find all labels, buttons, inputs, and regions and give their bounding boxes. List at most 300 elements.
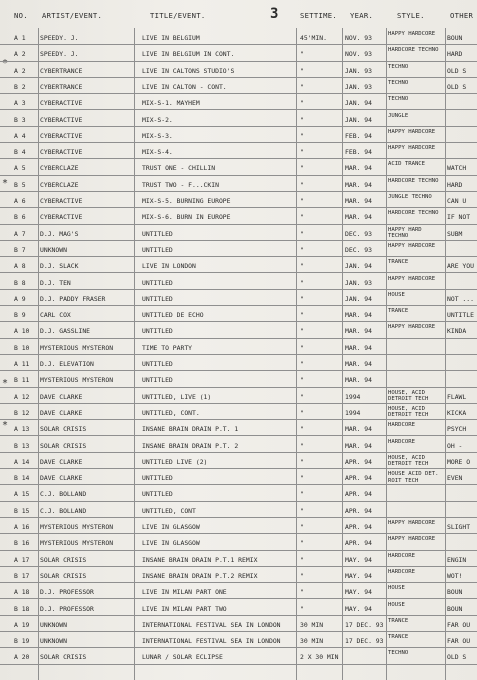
- entry-title: INSANE BRAIN DRAIN P.T. 2: [142, 441, 239, 450]
- table-row: [0, 256, 477, 273]
- entry-artist: SOLAR CRISIS: [40, 555, 87, 564]
- entry-year: MAY. 94: [345, 604, 372, 613]
- entry-artist: UNKNOWN: [40, 637, 67, 646]
- entry-year: FEB. 94: [345, 148, 372, 157]
- entry-number: A 14: [14, 457, 30, 466]
- entry-artist: UNKNOWN: [40, 245, 67, 254]
- entry-artist: CYBERCLAZE: [40, 180, 79, 189]
- entry-settime: ": [300, 408, 304, 417]
- entry-year: JAN. 94: [345, 294, 372, 303]
- entry-title: TIME TO PARTY: [142, 343, 193, 352]
- table-row: [0, 484, 477, 501]
- entry-title: LIVE IN BELGIUM: [142, 34, 200, 42]
- entry-artist: SPEEDY. J.: [40, 34, 79, 42]
- entry-year: APR. 94: [345, 523, 372, 531]
- entry-style: HAPPY HARD TECHNO: [388, 226, 422, 239]
- header-year: YEAR.: [350, 11, 374, 20]
- entry-settime: ": [300, 197, 304, 205]
- table-row: [0, 419, 477, 436]
- table-row: [0, 224, 477, 241]
- entry-other: HARD: [447, 50, 463, 59]
- entry-number: B 18: [14, 604, 30, 613]
- entry-artist: CYBERTRANCE: [40, 66, 83, 75]
- entry-number: B 12: [14, 408, 30, 417]
- entry-style: TECHNO: [388, 96, 409, 103]
- entry-artist: DAVE CLARKE: [40, 408, 83, 417]
- entry-number: A 15: [14, 490, 30, 499]
- entry-settime: ": [300, 490, 304, 499]
- entry-other: PSYCH: [447, 425, 467, 434]
- entry-title: INTERNATIONAL FESTIVAL SEA IN LONDON: [142, 620, 281, 629]
- entry-settime: ": [300, 327, 304, 336]
- entry-settime: ": [300, 457, 304, 466]
- entry-title: MIX-S-6. BURN IN EUROPE: [142, 213, 231, 222]
- entry-number: A 10: [14, 327, 30, 336]
- entry-year: APR. 94: [345, 457, 372, 466]
- entry-style: HAPPY HARDCORE: [388, 275, 436, 282]
- entry-other: NOT ...: [447, 294, 474, 303]
- page-number: 3: [270, 6, 279, 22]
- entry-title: INTERNATIONAL FESTIVAL SEA IN LONDON: [142, 637, 281, 646]
- entry-settime: ": [300, 66, 304, 75]
- entry-year: JAN. 94: [345, 262, 372, 271]
- table-row: [0, 517, 477, 534]
- entry-other: KICKA: [447, 408, 467, 417]
- entry-year: MAR. 94: [345, 425, 372, 434]
- entry-year: 17 DEC. 93: [345, 637, 383, 646]
- entry-number: A 20: [14, 653, 30, 662]
- entry-other: WOT!: [447, 571, 463, 580]
- entry-year: APR. 94: [345, 490, 372, 499]
- table-row: [0, 387, 477, 404]
- entry-artist: DAVE CLARKE: [40, 474, 83, 483]
- entry-year: MAR. 94: [345, 311, 372, 320]
- entry-number: B 16: [14, 539, 30, 548]
- table-row: [0, 468, 477, 485]
- entry-style: HAPPY HARDCORE: [388, 520, 436, 526]
- entry-artist: SOLAR CRISIS: [40, 653, 87, 662]
- entry-year: MAY. 94: [345, 588, 372, 597]
- entry-style: HARDCORE TECHNO: [388, 210, 439, 217]
- entry-year: APR. 94: [345, 539, 372, 548]
- entry-number: A 5: [14, 164, 26, 173]
- entry-artist: D.J. PADDY FRASER: [40, 294, 106, 303]
- entry-style: HOUSE: [388, 291, 405, 298]
- margin-asterisk: *: [2, 178, 9, 189]
- table-row: [0, 240, 477, 257]
- entry-number: A 16: [14, 523, 30, 531]
- entry-title: LIVE IN BELGIUM IN CONT.: [142, 50, 235, 59]
- entry-settime: ": [300, 392, 304, 401]
- entry-number: A 17: [14, 555, 30, 564]
- entry-style: HOUSE: [388, 585, 405, 592]
- entry-year: MAR. 94: [345, 360, 372, 368]
- entry-year: MAY. 94: [345, 571, 372, 580]
- table-row: [0, 615, 477, 632]
- table-row: [0, 142, 477, 159]
- table-row: [0, 28, 477, 45]
- entry-number: B 5: [14, 180, 26, 189]
- entry-number: A 4: [14, 131, 26, 140]
- entry-title: UNTITLED: [142, 327, 173, 336]
- entry-year: APR. 94: [345, 506, 372, 515]
- entry-year: MAR. 94: [345, 213, 372, 222]
- entry-title: UNTITLED, CONT.: [142, 408, 200, 417]
- entry-year: 1994: [345, 408, 361, 417]
- entry-style: TECHNO: [388, 650, 409, 657]
- entry-year: JAN. 93: [345, 66, 372, 75]
- entry-year: NOV. 93: [345, 50, 372, 59]
- entry-other: HARD: [447, 180, 463, 189]
- entry-style: HARDCORE TECHNO: [388, 47, 439, 54]
- table-row: [0, 93, 477, 110]
- entry-artist: CYBERACTIVE: [40, 148, 83, 157]
- table-row: [0, 207, 477, 224]
- entry-other: FLAWL: [447, 392, 467, 401]
- entry-title: UNTITLED: [142, 474, 173, 483]
- entry-artist: SOLAR CRISIS: [40, 441, 87, 450]
- entry-style: HARDCORE: [388, 422, 415, 429]
- table-row: [0, 321, 477, 338]
- entry-number: B 3: [14, 115, 26, 124]
- table-row: [0, 289, 477, 306]
- entry-other: BOUN: [447, 34, 463, 42]
- entry-other: KINDA: [447, 327, 467, 336]
- entry-settime: ": [300, 441, 304, 450]
- entry-title: MIX-S-4.: [142, 148, 173, 157]
- table-row: [0, 126, 477, 143]
- table-row: [0, 273, 477, 290]
- entry-settime: ": [300, 131, 304, 140]
- entry-style: HOUSE, ACID DETROIT TECH: [388, 405, 429, 419]
- entry-number: A 19: [14, 620, 30, 629]
- entry-number: B 17: [14, 571, 30, 580]
- entry-settime: ": [300, 294, 304, 303]
- entry-style: TRANCE: [388, 617, 409, 624]
- entry-title: UNTITLED: [142, 376, 173, 385]
- header-other: OTHER: [450, 11, 474, 20]
- entry-settime: ": [300, 523, 304, 531]
- table-row: [0, 305, 477, 322]
- entry-title: LUNAR / SOLAR ECLIPSE: [142, 653, 223, 662]
- entry-other: OLD S: [447, 653, 467, 662]
- entry-year: DEC. 93: [345, 245, 372, 254]
- table-row: [0, 175, 477, 192]
- entry-title: TRUST TWO - F...CKIN: [142, 180, 219, 189]
- entry-artist: SPEEDY. J.: [40, 50, 79, 59]
- entry-other: UNTITLE: [447, 311, 474, 320]
- entry-year: DEC. 93: [345, 229, 372, 238]
- entry-number: A 1: [14, 34, 26, 42]
- entry-artist: DAVE CLARKE: [40, 392, 83, 401]
- entry-title: UNTITLED DE ECHO: [142, 311, 204, 320]
- entry-settime: 2 X 30 MIN: [300, 653, 339, 662]
- entry-year: FEB. 94: [345, 131, 372, 140]
- entry-style: HARDCORE: [388, 552, 415, 559]
- entry-artist: CYBERACTIVE: [40, 131, 83, 140]
- entry-artist: MYSTERIOUS MYSTERON: [40, 523, 114, 531]
- margin-asterisk: *: [2, 420, 9, 431]
- entry-artist: D.J. SLACK: [40, 262, 79, 271]
- entry-number: A 3: [14, 99, 26, 108]
- entry-other: OLD S: [447, 66, 467, 75]
- entry-artist: CYBERCLAZE: [40, 164, 79, 173]
- entry-other: OLD S: [447, 82, 467, 91]
- table-row: [0, 647, 477, 664]
- entry-other: FAR OU: [447, 637, 471, 646]
- entry-settime: ": [300, 588, 304, 597]
- entry-settime: ": [300, 148, 304, 157]
- entry-settime: ": [300, 343, 304, 352]
- table-row: [0, 566, 477, 583]
- entry-style: HAPPY HARDCORE: [388, 128, 436, 135]
- entry-number: B 2: [14, 82, 26, 91]
- table-row: [0, 191, 477, 208]
- header-settime: SETTIME.: [300, 11, 338, 20]
- entry-artist: SOLAR CRISIS: [40, 571, 87, 580]
- entry-title: LIVE IN LONDON: [142, 262, 196, 271]
- entry-year: MAR. 94: [345, 197, 372, 205]
- entry-number: A 2: [14, 66, 26, 75]
- entry-year: APR. 94: [345, 474, 372, 483]
- entry-artist: D.J. PROFESSOR: [40, 604, 94, 613]
- entry-style: HAPPY HARDCORE: [388, 145, 436, 152]
- entry-other: MORE O: [447, 457, 471, 466]
- entry-settime: 30 MIN: [300, 620, 324, 629]
- table-row: [0, 550, 477, 567]
- entry-number: A 8: [14, 262, 26, 271]
- entry-title: UNTITLED, LIVE (1): [142, 392, 212, 401]
- entry-style: TRANCE: [388, 259, 409, 266]
- entry-artist: SOLAR CRISIS: [40, 425, 87, 434]
- entry-artist: UNKNOWN: [40, 620, 67, 629]
- entry-title: LIVE IN GLASGOW: [142, 539, 200, 548]
- entry-settime: ": [300, 604, 304, 613]
- entry-settime: ": [300, 99, 304, 108]
- entry-title: UNTITLED: [142, 229, 173, 238]
- entry-settime: ": [300, 229, 304, 238]
- entry-year: 1994: [345, 392, 361, 401]
- entry-other: ARE YOU: [447, 262, 474, 271]
- entry-other: EVEN: [447, 474, 463, 483]
- table-row: [0, 501, 477, 518]
- entry-style: HOUSE, ACID DETROIT TECH: [388, 454, 429, 468]
- entry-settime: ": [300, 376, 304, 385]
- entry-settime: ": [300, 571, 304, 580]
- entry-title: LIVE IN GLASGOW: [142, 523, 200, 531]
- entry-number: A 12: [14, 392, 30, 401]
- entry-number: B 13: [14, 441, 30, 450]
- entry-artist: MYSTERIOUS MYSTERON: [40, 376, 114, 385]
- entry-settime: ": [300, 115, 304, 124]
- entry-number: B 4: [14, 148, 26, 157]
- entry-title: LIVE IN MILAN PART TWO: [142, 604, 227, 613]
- entry-settime: ": [300, 164, 304, 173]
- entry-other: ENGIN: [447, 555, 467, 564]
- entry-style: HAPPY HARDCORE: [388, 536, 436, 543]
- entry-settime: ": [300, 474, 304, 483]
- entry-settime: ": [300, 425, 304, 434]
- entry-year: JAN. 93: [345, 278, 372, 287]
- entry-number: A 7: [14, 229, 26, 238]
- entry-other: OH -: [447, 441, 463, 450]
- entry-other: SUBM: [447, 229, 463, 238]
- entry-style: JUNGLE TECHNO: [388, 194, 432, 200]
- entry-number: B 8: [14, 278, 26, 287]
- entry-artist: C.J. BOLLAND: [40, 506, 87, 515]
- entry-artist: MYSTERIOUS MYSTERON: [40, 539, 114, 548]
- entry-title: UNTITLED: [142, 278, 173, 287]
- entry-artist: CYBERACTIVE: [40, 115, 83, 124]
- entry-year: MAR. 94: [345, 376, 372, 385]
- header-no: NO.: [14, 11, 28, 20]
- entry-artist: CYBERACTIVE: [40, 197, 83, 205]
- entry-artist: CYBERTRANCE: [40, 82, 83, 91]
- entry-number: A 13: [14, 425, 30, 434]
- table-row: [0, 77, 477, 94]
- entry-settime: ": [300, 506, 304, 515]
- entry-artist: CARL COX: [40, 311, 71, 320]
- entry-style: HARDCORE: [388, 568, 415, 575]
- entry-number: A 6: [14, 197, 26, 205]
- entry-title: MIX-S-5. BURNING EUROPE: [142, 197, 231, 205]
- entry-year: JAN. 94: [345, 115, 372, 124]
- entry-year: MAR. 94: [345, 180, 372, 189]
- entry-artist: D.J. PROFESSOR: [40, 588, 94, 597]
- entry-style: JUNGLE: [388, 112, 409, 119]
- table-row: [0, 338, 477, 355]
- entry-settime: ": [300, 539, 304, 548]
- entry-title: UNTITLED LIVE (2): [142, 457, 208, 466]
- table-row: [0, 599, 477, 616]
- table-row: [0, 631, 477, 648]
- entry-style: HARDCORE TECHNO: [388, 177, 439, 184]
- entry-title: LIVE IN CALTON - CONT.: [142, 82, 227, 91]
- entry-style: TECHNO: [388, 79, 409, 86]
- entry-artist: MYSTERIOUS MYSTERON: [40, 343, 114, 352]
- header-artist: ARTIST/EVENT.: [42, 11, 103, 20]
- table-row: [0, 158, 477, 175]
- entry-title: MIX-S-1. MAYHEM: [142, 99, 200, 108]
- entry-style: HOUSE ACID DET. ROIT TECH: [388, 471, 439, 484]
- entry-title: UNTITLED: [142, 490, 173, 499]
- entry-number: B 14: [14, 474, 30, 483]
- entry-year: 17 DEC. 93: [345, 620, 383, 629]
- header-title: TITLE/EVENT.: [150, 11, 206, 20]
- entry-number: A 11: [14, 360, 30, 368]
- entry-artist: D.J. MAG'S: [40, 229, 79, 238]
- entry-settime: 45'MIN.: [300, 34, 327, 42]
- entry-title: UNTITLED: [142, 294, 173, 303]
- table-row: [0, 354, 477, 371]
- entry-other: BOUN: [447, 604, 463, 613]
- entry-style: HAPPY HARDCORE: [388, 324, 436, 331]
- table-row: [0, 44, 477, 61]
- entry-title: MIX-S-3.: [142, 131, 173, 140]
- table-row: [0, 403, 477, 420]
- entry-year: MAR. 94: [345, 441, 372, 450]
- entry-style: ACID TRANCE: [388, 161, 426, 168]
- entry-number: B 11: [14, 376, 30, 385]
- entry-artist: D.J. TEN: [40, 278, 71, 287]
- entry-artist: C.J. BOLLAND: [40, 490, 87, 499]
- entry-title: UNTITLED, CONT: [142, 506, 196, 515]
- entry-artist: D.J. GASSLINE: [40, 327, 91, 336]
- entry-number: B 19: [14, 637, 30, 646]
- entry-other: BOUN: [447, 588, 463, 597]
- entry-title: LIVE IN MILAN PART ONE: [142, 588, 227, 597]
- entry-title: INSANE BRAIN DRAIN P.T. 1: [142, 425, 239, 434]
- entry-title: LIVE IN CALTONS STUDIO'S: [142, 66, 235, 75]
- entry-number: B 15: [14, 506, 30, 515]
- entry-year: JAN. 94: [345, 99, 372, 108]
- entry-settime: ": [300, 311, 304, 320]
- entry-title: TRUST ONE - CHILLIN: [142, 164, 216, 173]
- table-row: [0, 533, 477, 550]
- entry-style: HAPPY HARDCORE: [388, 242, 436, 249]
- table-row: [0, 370, 477, 387]
- header-style: STYLE.: [397, 11, 425, 20]
- entry-style: HOUSE: [388, 601, 405, 608]
- entry-style: HAPPY HARDCORE: [388, 31, 436, 37]
- entry-year: JAN. 93: [345, 82, 372, 91]
- entry-number: B 7: [14, 245, 26, 254]
- entry-style: HOUSE, ACID DETROIT TECH: [388, 389, 429, 402]
- entry-settime: ": [300, 360, 304, 368]
- entry-number: B 6: [14, 213, 26, 222]
- entry-settime: ": [300, 555, 304, 564]
- entry-year: MAR. 94: [345, 164, 372, 173]
- table-row: [0, 110, 477, 127]
- entry-year: NOV. 93: [345, 34, 372, 42]
- entry-other: WATCH: [447, 164, 467, 173]
- entry-title: UNTITLED: [142, 245, 173, 254]
- entry-number: B 9: [14, 311, 26, 320]
- entry-style: TECHNO: [388, 63, 409, 70]
- entry-title: UNTITLED: [142, 360, 173, 368]
- entry-number: A 9: [14, 294, 26, 303]
- entry-title: INSANE BRAIN DRAIN P.T.2 REMIX: [142, 571, 258, 580]
- entry-style: TRANCE: [388, 308, 409, 315]
- entry-year: MAR. 94: [345, 343, 372, 352]
- entry-settime: ": [300, 245, 304, 254]
- entry-settime: ": [300, 278, 304, 287]
- table-row: [0, 436, 477, 453]
- entry-other: CAN U: [447, 197, 467, 205]
- entry-settime: ": [300, 262, 304, 271]
- entry-number: A 18: [14, 588, 30, 597]
- entry-style: TRANCE: [388, 634, 409, 641]
- margin-asterisk: *: [2, 58, 9, 69]
- entry-title: MIX-S-2.: [142, 115, 173, 124]
- entry-artist: DAVE CLARKE: [40, 457, 83, 466]
- entry-settime: ": [300, 50, 304, 59]
- entry-settime: ": [300, 180, 304, 189]
- entry-title: INSANE BRAIN DRAIN P.T.1 REMIX: [142, 555, 258, 564]
- entry-style: HARDCORE: [388, 438, 415, 445]
- entry-artist: D.J. ELEVATION: [40, 360, 94, 368]
- header-row: [0, 6, 477, 24]
- entry-settime: 30 MIN: [300, 637, 324, 646]
- entry-other: IF NOT: [447, 213, 471, 222]
- entry-number: B 10: [14, 343, 30, 352]
- entry-artist: CYBERACTIVE: [40, 99, 83, 108]
- entry-other: FAR OU: [447, 620, 471, 629]
- entry-settime: ": [300, 82, 304, 91]
- entry-settime: ": [300, 213, 304, 222]
- entry-year: MAY. 94: [345, 555, 372, 564]
- table-row: [0, 582, 477, 599]
